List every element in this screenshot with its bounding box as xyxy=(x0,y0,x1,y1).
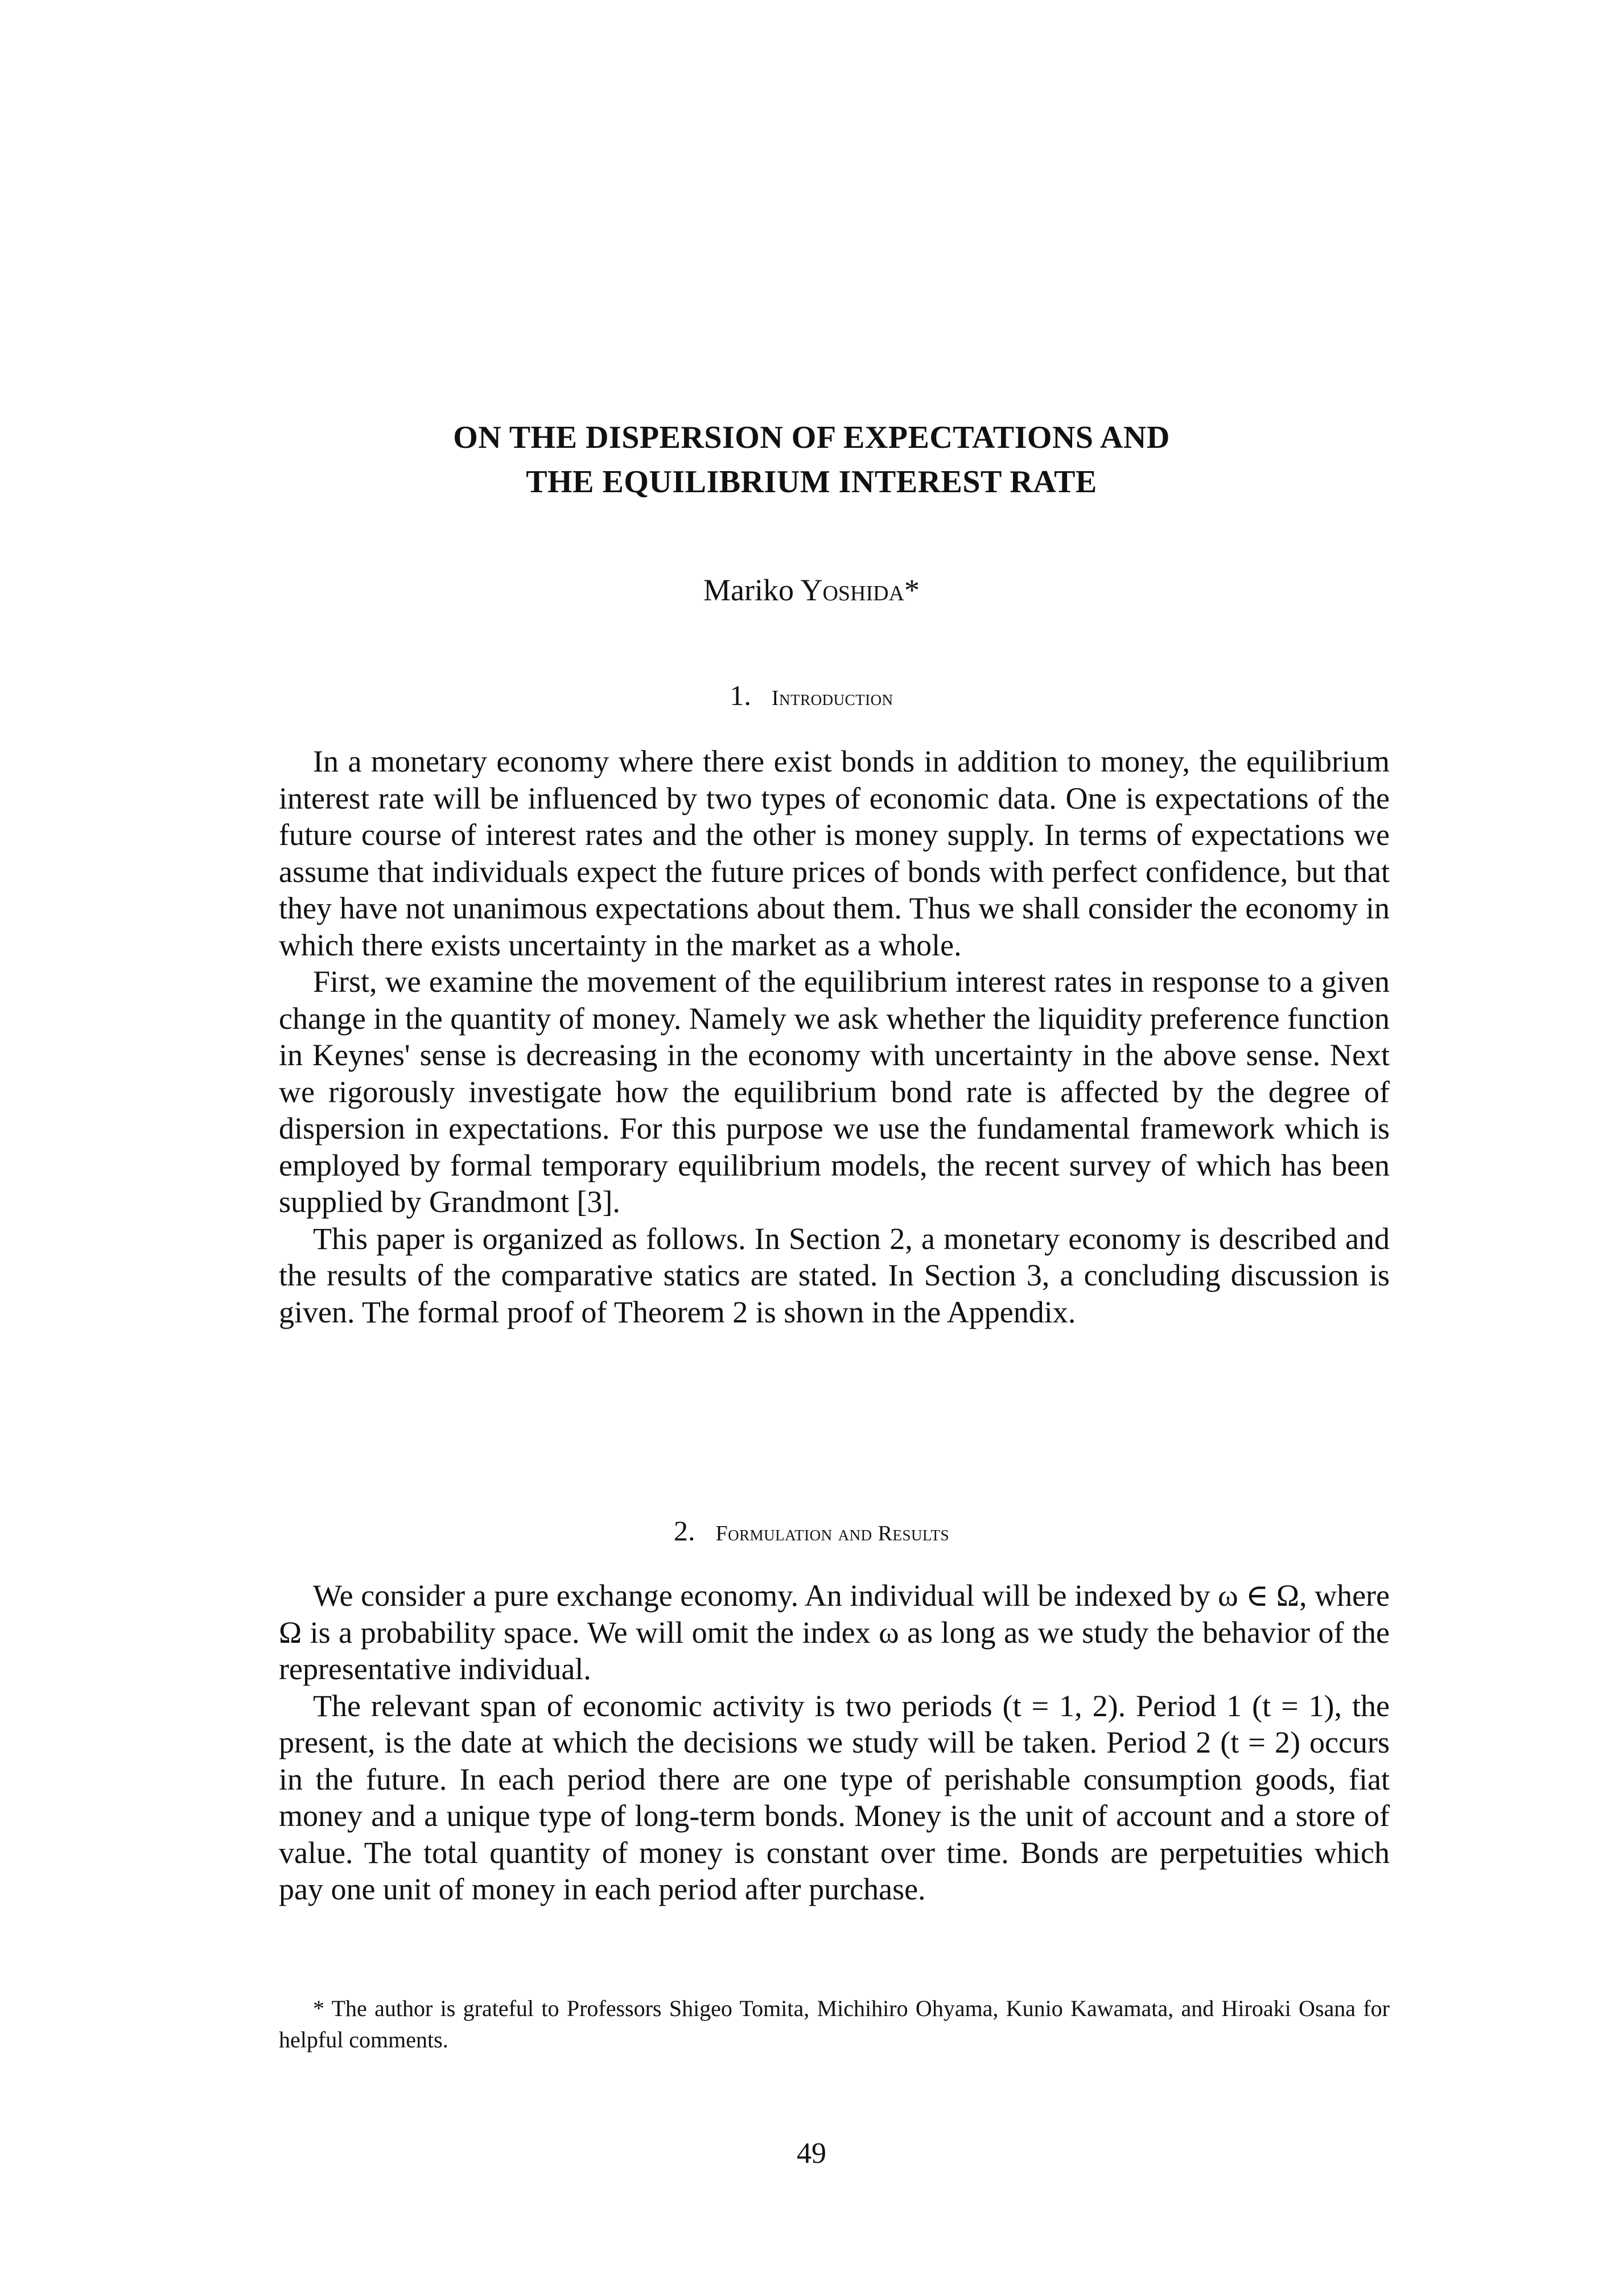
author-last-initial: Y xyxy=(800,573,823,607)
paragraph: First, we examine the movement of the equilibrium interest rates in response to a given change in the quantity of money. Namely we ask whether the liquidity preference function in Keynes' sense is decreasing in the economy with uncertainty in the above sense. Next we rigorously investigate how the equilibrium bond rate is affected by the degree of dispersion in expectations. For this purpose we use the fundamental framework which is employed by formal temporary equilibrium models, the recent survey of which has been supplied by Grandmont [3]. xyxy=(279,964,1390,1219)
paper-title xyxy=(0,415,1623,504)
paragraph: This paper is organized as follows. In Section 2, a monetary economy is described and the results of the comparative statics are stated. In Section 3, a concluding discussion is given. The formal proof of Theorem 2 is shown in the Appendix. xyxy=(279,1221,1390,1329)
section-heading-formulation xyxy=(0,1514,1623,1551)
paragraph: We consider a pure exchange economy. An individual will be indexed by ω ∈ Ω, where Ω is a probability space. We will omit the index ω as long as we study the behavior of the representative individual. xyxy=(279,1578,1390,1686)
author-footnote-mark: * xyxy=(904,573,920,607)
paragraph: The relevant span of economic activity is two periods (t = 1, 2). Period 1 (t = 1), the present, is the date at which the decisions we study will be taken. Period 2 (t = 2) occurs in the future. In each period there are one type of perishable consumption goods, fiat money and a unique type of long-term bonds. Money is the unit of account and a store of value. The total quantity of money is constant over time. Bonds are perpetuities which pay one unit of money in each period after purchase. xyxy=(279,1688,1390,1906)
section-label: Introduction xyxy=(771,686,893,710)
author-name xyxy=(0,572,1623,608)
author-first-name: Mariko xyxy=(703,573,801,607)
author-last-rest: oshida xyxy=(822,573,905,607)
title-line-2: THE EQUILIBRIUM INTEREST RATE xyxy=(526,464,1097,500)
section-number: 1. xyxy=(730,679,751,711)
page-number: 49 xyxy=(797,2137,826,2170)
section-body-introduction xyxy=(279,743,1390,1330)
footnote xyxy=(279,1993,1390,2055)
section-body-formulation xyxy=(279,1577,1390,1908)
section-label: Formulation and Results xyxy=(715,1522,949,1545)
footnote-text: * The author is grateful to Professors Shigeo Tomita, Michihiro Ohyama, Kunio Kawamata, and Hiroaki Osana for helpful comments. xyxy=(279,1996,1390,2052)
paragraph: In a monetary economy where there exist bonds in addition to money, the equilibrium interest rate will be influenced by two types of economic data. One is expectations of the future course of interest rates and the other is money supply. In terms of expectations we assume that individuals expect the future prices of bonds with perfect confidence, but that they have not unanimous expectations about them. Thus we shall consider the economy in which there exists uncertainty in the market as a whole. xyxy=(279,744,1390,962)
section-heading-introduction xyxy=(0,678,1623,715)
title-line-1: ON THE DISPERSION OF EXPECTATIONS AND xyxy=(453,420,1170,455)
section-number: 2. xyxy=(674,1515,695,1547)
